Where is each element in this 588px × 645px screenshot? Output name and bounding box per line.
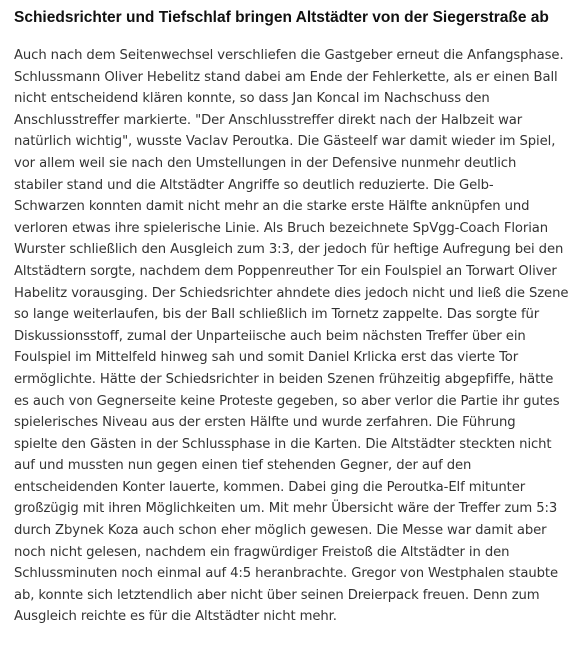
body-line: Schwarzen konnten damit nicht mehr an die starke erste Hälfte anknüpfen und (14, 199, 530, 215)
article-body (14, 45, 578, 628)
body-line: ermöglichte. Hätte der Schiedsrichter in beiden Szenen frühzeitig abgepfiffe, hätte (14, 371, 554, 387)
body-line: es auch von Gegnerseite keine Proteste gegeben, so aber verlor die Partie ihr gutes (14, 393, 560, 409)
body-line: vor allem weil sie nach den Umstellungen in der Defensive nunmehr deutlich (14, 155, 517, 171)
body-line: Wurster schließlich den Ausgleich zum 3:3, der jedoch für heftige Aufregung bei den (14, 242, 564, 258)
body-line: spielte den Gästen in der Schlussphase in die Karten. Die Altstädter steckten nicht (14, 436, 552, 452)
article (14, 8, 578, 628)
body-line: großzügig mit ihren Möglichkeiten um. Mit mehr Übersicht wäre der Treffer zum 5:3 (14, 501, 558, 517)
article-headline: Schiedsrichter und Tiefschlaf bringen Altstädter von der Siegerstraße ab (14, 9, 549, 26)
body-line: Diskussionsstoff, zumal der Unparteiische auch beim nächsten Treffer über ein (14, 328, 526, 344)
body-line: durch Zbynek Koza auch schon eher möglich gewesen. Die Messe war damit aber (14, 523, 547, 539)
body-line: Anschlusstreffer markierte. "Der Anschlusstreffer direkt nach der Halbzeit war (14, 112, 523, 128)
body-line: stabiler stand und die Altstädter Angriffe so deutlich reduzierte. Die Gelb- (14, 177, 494, 193)
body-line: auf und mussten nun gegen einen tief stehenden Gegner, der auf den (14, 458, 472, 474)
body-line: Habelitz vorausging. Der Schiedsrichter ahndete dies jedoch nicht und ließ die Szene (14, 285, 569, 301)
body-line: spielerisches Niveau aus der ersten Hälfte und wurde zerfahren. Die Führung (14, 415, 516, 431)
body-line: Altstädtern sorgte, nachdem dem Poppenreuther Tor ein Foulspiel an Torwart Oliver (14, 263, 557, 279)
body-line: so lange weiterlaufen, bis der Ball schließlich im Tornetz zappelte. Das sorgte für (14, 307, 540, 323)
body-line: Auch nach dem Seitenwechsel verschliefen die Gastgeber erneut die Anfangsphase. (14, 48, 564, 63)
body-line: verloren etwas ihre spielerische Linie. Als Bruch bezeichnete SpVgg-Coach Florian (14, 220, 549, 236)
body-line: ab, konnte sich letztendlich aber nicht über seinen Dreierpack freuen. Denn zum (14, 587, 540, 603)
body-line: noch nicht gelesen, nachdem ein fragwürdiger Freistoß die Altstädter in den (14, 544, 510, 560)
body-line: natürlich wichtig", wusste Vaclav Peroutka. Die Gästeelf war damit wieder im Spiel, (14, 134, 556, 150)
body-line: Schlussmann Oliver Hebelitz stand dabei am Ende der Fehlerkette, als er einen Ball (14, 69, 558, 85)
body-line: nicht entscheidend klären konnte, so dass Jan Koncal im Nachschuss den (14, 91, 490, 107)
body-line: entscheidenden Konter lauerte, kommen. Dabei ging die Peroutka-Elf mitunter (14, 479, 526, 495)
body-line: Ausgleich reichte es für die Altstädter nicht mehr. (14, 609, 337, 625)
body-line: Schlussminuten noch einmal auf 4:5 heranbrachte. Gregor von Westphalen staubte (14, 566, 558, 582)
body-line: Foulspiel im Mittelfeld hinweg sah und somit Daniel Krlicka erst das vierte Tor (14, 350, 519, 366)
